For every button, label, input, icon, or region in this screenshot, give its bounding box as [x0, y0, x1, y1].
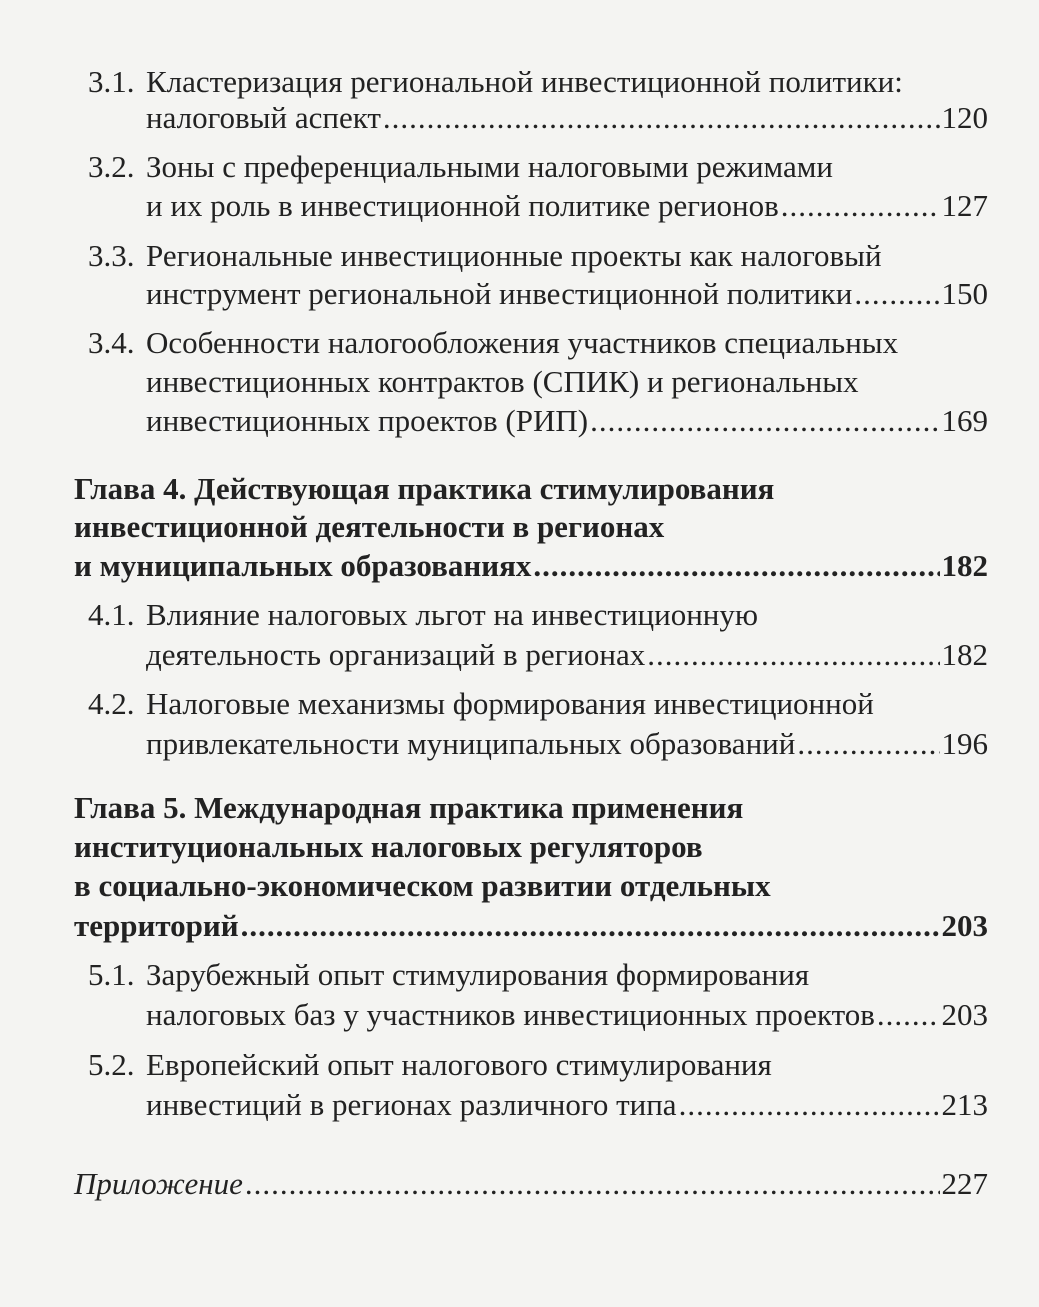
chapter-title-line: территорий	[74, 908, 239, 943]
section-number: 4.2.	[88, 686, 135, 721]
section-number: 5.2.	[88, 1047, 135, 1082]
page-number: 203	[941, 997, 988, 1032]
section-number: 3.4.	[88, 325, 135, 360]
dot-leader	[877, 995, 940, 1035]
section-title-line: инвестиционных контрактов (СПИК) и региональных	[146, 364, 859, 399]
dot-leader	[245, 1164, 940, 1204]
page-number: 120	[941, 100, 988, 135]
page-number: 182	[941, 637, 988, 672]
section-title-line: налоговых баз у участников инвестиционных проектов	[146, 997, 875, 1032]
appendix-label: Приложение	[74, 1166, 243, 1201]
section-number: 3.3.	[88, 238, 135, 273]
page-number: 227	[941, 1166, 988, 1201]
dot-leader	[854, 274, 939, 314]
chapter-title-line: инвестиционной деятельности в регионах	[74, 509, 665, 544]
section-number: 4.1.	[88, 597, 135, 632]
dot-leader	[679, 1085, 940, 1125]
section-number: 5.1.	[88, 957, 135, 992]
chapter-title-line: в социально-экономическом развитии отдельных	[74, 868, 771, 903]
section-number: 3.2.	[88, 149, 135, 184]
dot-leader	[383, 98, 940, 138]
page-number: 203	[941, 908, 988, 943]
page-number: 127	[941, 188, 988, 223]
section-title-line: Зоны с преференциальными налоговыми режимами	[146, 149, 833, 184]
section-title-line: инструмент региональной инвестиционной политики	[146, 276, 853, 311]
section-title-line: Кластеризация региональной инвестиционной политики:	[146, 64, 903, 99]
dot-leader	[590, 401, 939, 441]
section-title-line: инвестиций в регионах различного типа	[146, 1087, 677, 1122]
section-number: 3.1.	[88, 64, 135, 99]
section-title-line: Европейский опыт налогового стимулирования	[146, 1047, 772, 1082]
dot-leader	[797, 724, 939, 764]
section-title-line: деятельность организаций в регионах	[146, 637, 646, 672]
page-number: 169	[941, 403, 988, 438]
section-title-line: Налоговые механизмы формирования инвестиционной	[146, 686, 874, 721]
page-number: 182	[941, 548, 988, 583]
chapter-title-line: институциональных налоговых регуляторов	[74, 829, 703, 864]
page-number: 213	[941, 1087, 988, 1122]
dot-leader	[533, 546, 939, 586]
section-title-line: Зарубежный опыт стимулирования формирования	[146, 957, 810, 992]
section-title-line: Влияние налоговых льгот на инвестиционную	[146, 597, 759, 632]
page-number: 196	[941, 726, 988, 761]
dot-leader	[647, 635, 939, 675]
chapter-title-line: Глава 5. Международная практика применения	[74, 790, 744, 825]
chapter-title-line: и муниципальных образованиях	[74, 548, 532, 583]
chapter-title-line: Глава 4. Действующая практика стимулирования	[74, 471, 775, 506]
section-title-line: Особенности налогообложения участников специальных	[146, 325, 899, 360]
page-number: 150	[941, 276, 988, 311]
dot-leader	[241, 906, 940, 946]
section-title-line: и их роль в инвестиционной политике регионов	[146, 188, 779, 223]
section-title-line: Региональные инвестиционные проекты как налоговый	[146, 238, 882, 273]
section-title-line: привлекательности муниципальных образований	[146, 726, 796, 761]
section-title-line: налоговый аспект	[146, 100, 381, 135]
section-title-line: инвестиционных проектов (РИП)	[146, 403, 589, 438]
dot-leader	[781, 186, 940, 226]
